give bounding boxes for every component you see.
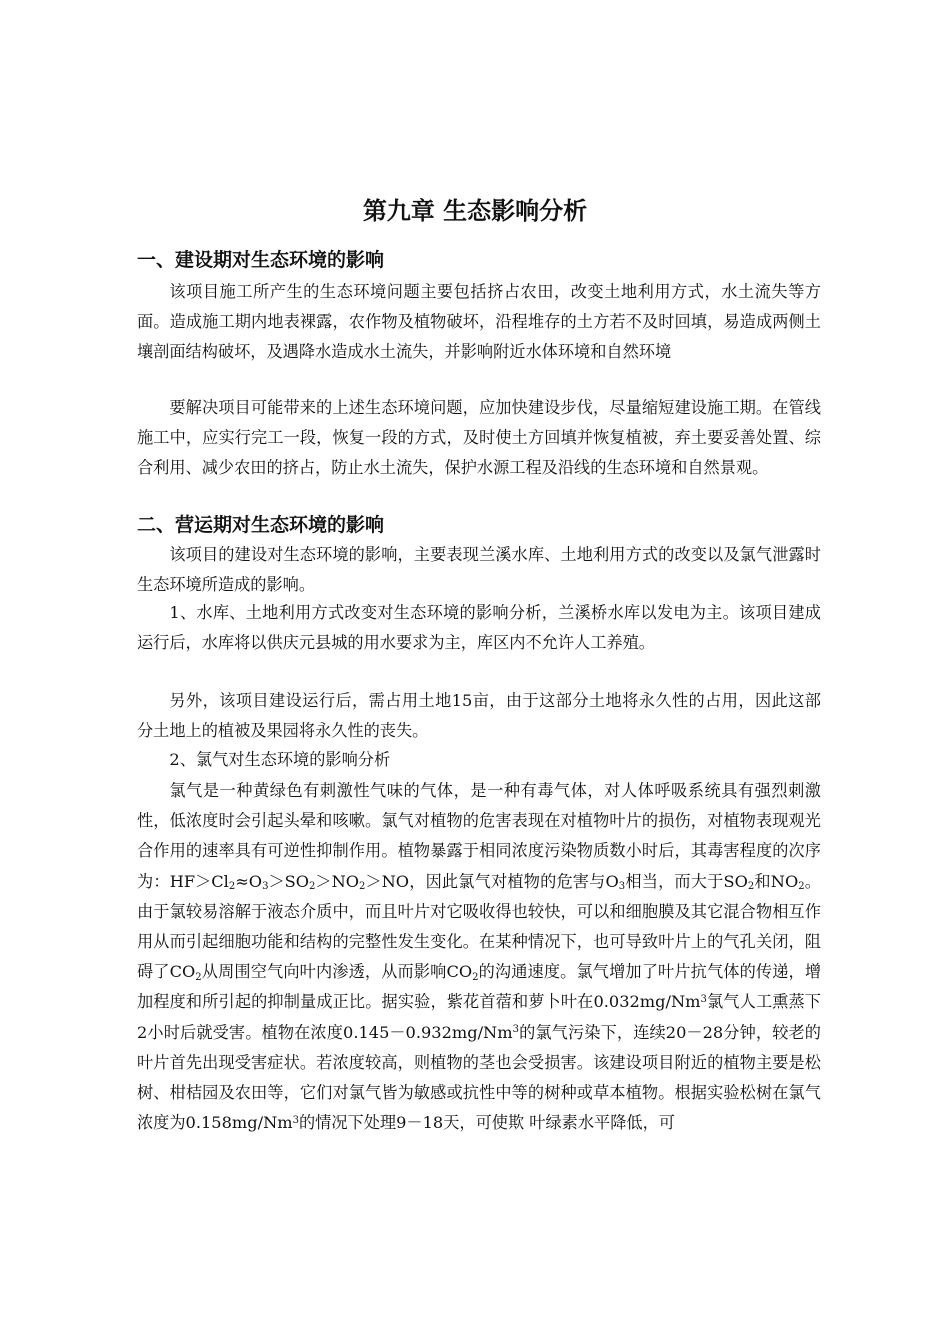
paragraph-land-occupation: 另外，该项目建设运行后，需占用土地15亩，由于这部分土地将永久性的占用，因此这部分土地上的植被及果园将永久性的丧失。 [137, 691, 821, 741]
superscript-nm3-c: 3 [292, 1114, 299, 1126]
subscript-co2-b: 2 [472, 971, 479, 983]
superscript-nm3: 3 [700, 993, 707, 1005]
subscript-no2: 2 [359, 881, 366, 893]
paragraph-construction-mitigation: 要解决项目可能带来的上述生态环境问题，应加快建设步伐，尽量缩短建设施工期。在管线施工中，应实行完工一段，恢复一段的方式，及时使土方回填并恢复植被，弃土要妥善处置、综合利用、减少农田的挤占，防止水土流失，保护水源工程及沿线的生态环境和自然景观。 [137, 398, 821, 478]
chlorine-text-7: 和NO [754, 871, 799, 891]
subscript-so2-b: 2 [747, 881, 755, 893]
chlorine-text-12: 的氯气污染下，连续20－28分钟，较老的叶片首先出现受害症状。若浓度较高，则植物的茎也会受损害。该建设项目附近的植物主要是松树、柑桔园及农田等，它们对氯气皆为敏感或抗性中等的树种或草本植物。根据实验松树在氯气浓度为0.158mg/Nm [137, 1022, 821, 1133]
subscript-no2-b: 2 [798, 881, 805, 893]
chlorine-text-3: ＞SO [268, 871, 310, 891]
paragraph-chlorine-analysis [137, 776, 821, 1138]
chapter-title: 第九章 生态影响分析 [362, 197, 588, 225]
chlorine-text-13: 的情况下处理9－18天，可使欺 叶绿素水平降低，可 [298, 1113, 675, 1133]
subscript-o3-b: 3 [618, 881, 626, 893]
chlorine-text-10: 的沟通速度。氯气增加了叶片抗气体的传递，增加程度和所引起的抑制量成正比。据实验，紫花首蓿和萝卜叶在0.032mg/Nm [137, 962, 822, 1012]
chlorine-text-11: 氯气人工熏蒸下2小时后就受害。植物在浓度0.145－0.932mg/Nm [137, 992, 821, 1042]
paragraph-operation-overview: 该项目的建设对生态环境的影响，主要表现兰溪水库、土地利用方式的改变以及氯气泄露时生态环境所造成的影响。 [137, 545, 821, 595]
subscript-cl2: 2 [228, 881, 236, 893]
chlorine-text-4: ＞NO [315, 871, 360, 891]
subscript-o3: 3 [262, 881, 269, 893]
section-heading-construction: 一、建设期对生态环境的影响 [137, 249, 385, 271]
section-heading-operation: 二、营运期对生态环境的影响 [137, 514, 385, 536]
superscript-nm3-b: 3 [512, 1024, 519, 1036]
chlorine-text-1: 氯气是一种黄绿色有刺激性气味的气体，是一种有毒气体，对人体呼吸系统具有强烈刺激性，低浓度时会引起头晕和咳嗽。氯气对植物的危害表现在对植物叶片的损伤，对植物表现观光合作用的速率具有可逆性抑制作用。植物暴露于相同浓度污染物质数小时后，其毒害程度的次序为：HF＞Cl [137, 781, 821, 891]
chlorine-text-2: ≈O [235, 871, 263, 891]
subscript-co2: 2 [195, 971, 202, 983]
chlorine-text-9: 从周围空气向叶内渗透，从而影响CO [201, 962, 473, 982]
paragraph-construction-impact: 该项目施工所产生的生态环境问题主要包括挤占农田，改变土地利用方式，水土流失等方面。造成施工期内地表裸露，农作物及植物破坏，沿程堆存的土方若不及时回填，易造成两侧土壤剖面结构破坏，及遇降水造成水土流失，并影响附近水体环境和自然环境 [137, 282, 821, 362]
paragraph-reservoir-land-use: 1、水库、土地利用方式改变对生态环境的影响分析，兰溪桥水库以发电为主。该项目建成运行后，水库将以供庆元县城的用水要求为主，库区内不允许人工养殖。 [137, 603, 821, 653]
paragraph-chlorine-heading: 2、氯气对生态环境的影响分析 [169, 750, 391, 769]
chlorine-text-6: 相当，而大于SO [625, 871, 748, 891]
chlorine-text-8: 。由于氯较易溶解于液态介质中，而且叶片对它吸收得也较快，可以和细胞膜及其它混合物相互作用从而引起细胞功能和结构的完整性发生变化。在某种情况下，也可导致叶片上的气孔关闭，阻碍了CO [137, 871, 821, 982]
chlorine-text-5: ＞NO，因此氯气对植物的危害与O [365, 871, 619, 891]
subscript-so2: 2 [309, 881, 316, 893]
